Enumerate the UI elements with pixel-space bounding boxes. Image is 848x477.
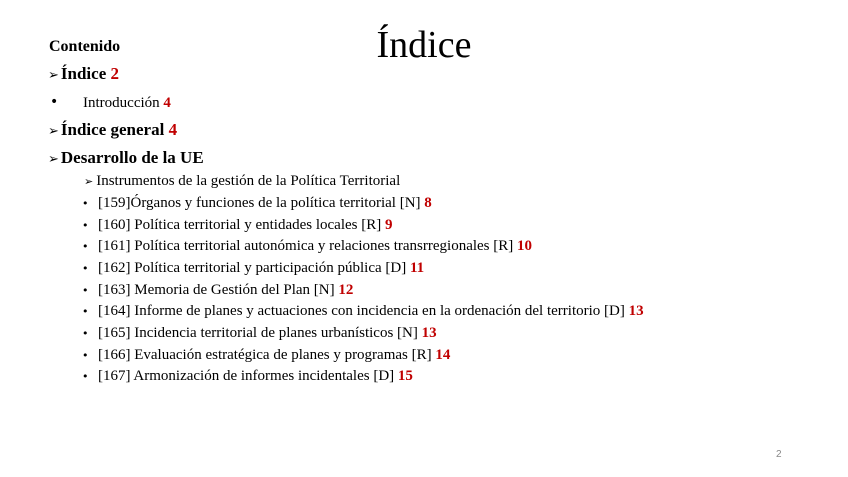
toc-subitem-page: 14 — [435, 347, 451, 363]
dot-bullet-icon: • — [82, 370, 89, 383]
toc-subitem-page: 9 — [385, 217, 393, 233]
arrow-bullet-icon: ➢ — [48, 124, 59, 139]
dot-bullet-icon: • — [82, 305, 89, 318]
toc-subitem-page: 15 — [397, 368, 413, 384]
dot-bullet-icon: • — [50, 94, 59, 110]
contenido-heading: Contenido — [49, 38, 121, 55]
toc-subitem-label: [163] Memoria de Gestión del Plan [N] — [98, 282, 335, 298]
toc-subitem-page: 13 — [421, 325, 437, 341]
toc-subitem[interactable] — [82, 237, 532, 256]
dot-bullet-icon: • — [82, 349, 89, 362]
toc-subitem-label: [165] Incidencia territorial de planes urbanísticos [N] — [98, 325, 418, 341]
toc-item-page: 2 — [110, 64, 119, 83]
toc-subitem-page: 11 — [409, 260, 425, 276]
dot-bullet-icon: • — [82, 262, 89, 275]
toc-item-page: 4 — [168, 120, 178, 139]
arrow-bullet-icon: ➢ — [48, 68, 59, 83]
toc-subitem-label: [159]Órganos y funciones de la política territorial [N] — [98, 195, 421, 211]
toc-subitem[interactable] — [82, 194, 432, 213]
dot-bullet-icon: • — [82, 197, 89, 210]
slide-number: 2 — [776, 449, 782, 460]
toc-subitem-page: 8 — [424, 195, 432, 211]
toc-subheading-label: Instrumentos de la gestión de la Política Territorial — [96, 173, 401, 189]
toc-subitem-label: [160] Política territorial y entidades locales [R] — [98, 217, 382, 233]
toc-subitem-label: [161] Política territorial autonómica y relaciones transrregionales [R] — [98, 238, 514, 254]
toc-subitem-page: 12 — [338, 282, 354, 298]
toc-item-indice-general[interactable] — [48, 120, 177, 142]
toc-item-label: Desarrollo de la UE — [60, 148, 204, 167]
dot-bullet-icon: • — [82, 219, 89, 232]
slide-title: Índice — [376, 24, 472, 66]
toc-item-indice[interactable] — [48, 64, 119, 86]
toc-subitem[interactable] — [82, 259, 424, 278]
toc-item-label: Índice — [60, 64, 107, 83]
toc-subitem-label: [167] Armonización de informes incidentales [D] — [98, 368, 395, 384]
arrow-bullet-icon: ➢ — [48, 152, 59, 167]
toc-subitem[interactable] — [82, 302, 644, 321]
toc-item-desarrollo[interactable] — [48, 148, 204, 170]
toc-subitem-label: [164] Informe de planes y actuaciones con incidencia en la ordenación del territorio [D] — [98, 303, 625, 319]
toc-item-introduccion[interactable] — [83, 94, 171, 112]
toc-subitem-label: [162] Política territorial y participación pública [D] — [98, 260, 407, 276]
dot-bullet-icon: • — [82, 240, 89, 253]
toc-subitem[interactable] — [82, 281, 353, 300]
toc-subitem-page: 10 — [517, 238, 533, 254]
dot-bullet-icon: • — [82, 284, 89, 297]
dot-bullet-icon: • — [82, 327, 89, 340]
toc-item-label: Introducción — [83, 95, 160, 111]
toc-subitem[interactable] — [82, 324, 437, 343]
toc-subitem[interactable] — [82, 367, 413, 386]
toc-subitem[interactable] — [82, 346, 450, 365]
toc-subheading-instrumentos[interactable] — [84, 172, 400, 191]
toc-subitem[interactable] — [82, 216, 393, 235]
arrow-bullet-icon: ➢ — [84, 175, 94, 188]
toc-item-label: Índice general — [60, 120, 165, 139]
toc-subitem-label: [166] Evaluación estratégica de planes y programas [R] — [98, 347, 432, 363]
toc-item-page: 4 — [163, 95, 171, 111]
toc-subitem-page: 13 — [628, 303, 644, 319]
